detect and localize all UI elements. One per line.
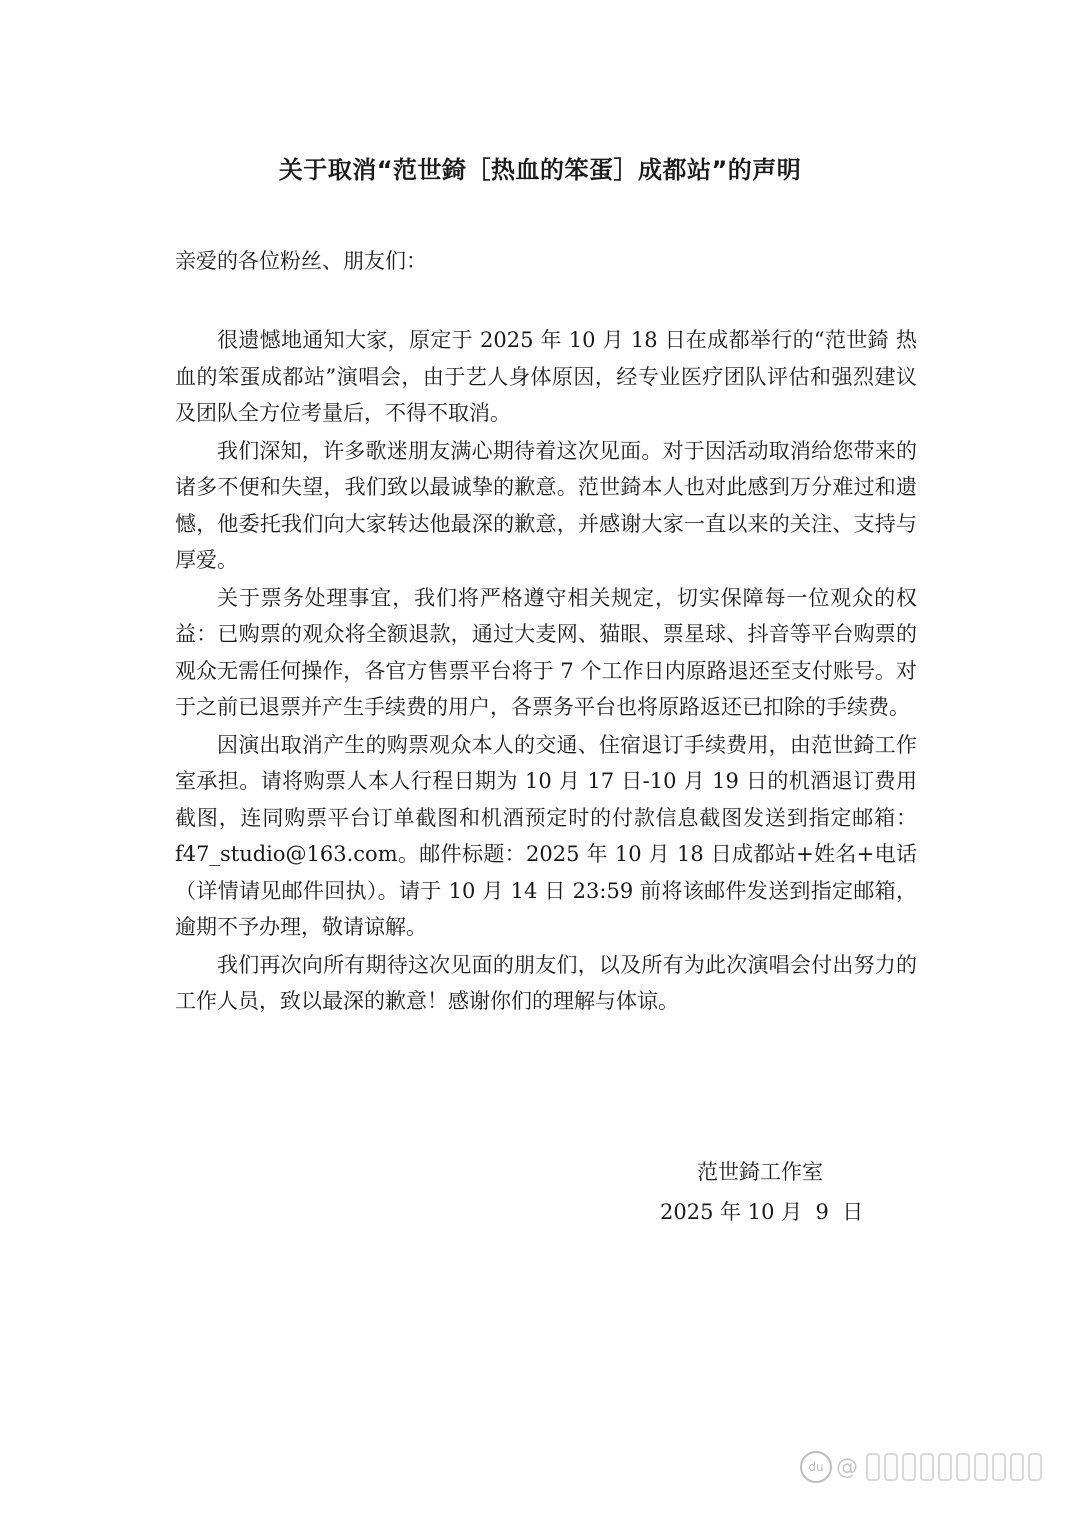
watermark: [800, 1450, 1070, 1484]
redacted-block-icon: [992, 1453, 1006, 1481]
redacted-block-icon: [866, 1453, 880, 1481]
redacted-block-icon: [902, 1453, 916, 1481]
redacted-block-icon: [956, 1453, 970, 1481]
paragraph-3: 关于票务处理事宜，我们将严格遵守相关规定，切实保障每一位观众的权益：已购票的观众将全额退款，通过大麦网、猫眼、票星球、抖音等平台购票的观众无需任何操作，各官方售票平台将于 7 个工作日内原路退还至支付账号。对于之前已退票并产生手续费的用户，各票务平台也将原路返还已扣除的手续费。: [175, 585, 917, 719]
weibo-logo-icon: du: [800, 1451, 832, 1483]
at-symbol: @: [836, 1454, 858, 1480]
redacted-block-icon: [974, 1453, 988, 1481]
signature-block: [660, 1152, 864, 1232]
paragraph-5: 我们再次向所有期待这次见面的朋友们，以及所有为此次演唱会付出努力的工作人员，致以最深的歉意！感谢你们的理解与体谅。: [175, 952, 917, 1013]
document-body: [175, 322, 917, 1020]
document-title: 关于取消“范世錡［热血的笨蛋］成都站”的声明: [278, 156, 802, 184]
date: 2025 年 10 月 9 日: [660, 1200, 864, 1224]
signature: 范世錡工作室: [697, 1160, 823, 1184]
paragraph-2: 我们深知，许多歌迷朋友满心期待着这次见面。对于因活动取消给您带来的诸多不便和失望，我们致以最诚挚的歉意。范世錡本人也对此感到万分难过和遗憾，他委托我们向大家转达他最深的歉意，并感谢大家一直以来的关注、支持与厚爱。: [175, 438, 917, 572]
redacted-block-icon: [1028, 1453, 1042, 1481]
redacted-block-icon: [1010, 1453, 1024, 1481]
paragraph-1: 很遗憾地通知大家，原定于 2025 年 10 月 18 日在成都举行的“范世錡 热血的笨蛋成都站”演唱会，由于艺人身体原因，经专业医疗团队评估和强烈建议及团队全方位考量后，不得不取消。: [175, 328, 917, 425]
redacted-block-icon: [920, 1453, 934, 1481]
redacted-block-icon: [938, 1453, 952, 1481]
greeting: 亲爱的各位粉丝、朋友们：: [175, 249, 427, 273]
paragraph-4: 因演出取消产生的购票观众本人的交通、住宿退订手续费用，由范世錡工作室承担。请将购票人本人行程日期为 10 月 17 日-10 月 19 日的机酒退订费用截图，连同购票平台订单截图和机酒预定时的付款信息截图发送到指定邮箱：f47_studio@163.com。邮件标题：2025 年 10 月 18 日成都站+姓名+电话（详情请见邮件回执）。请于 10 月 14 日 23:59 前将该邮件发送到指定邮箱，逾期不予办理，敬请谅解。: [175, 732, 917, 939]
redacted-block-icon: [884, 1453, 898, 1481]
